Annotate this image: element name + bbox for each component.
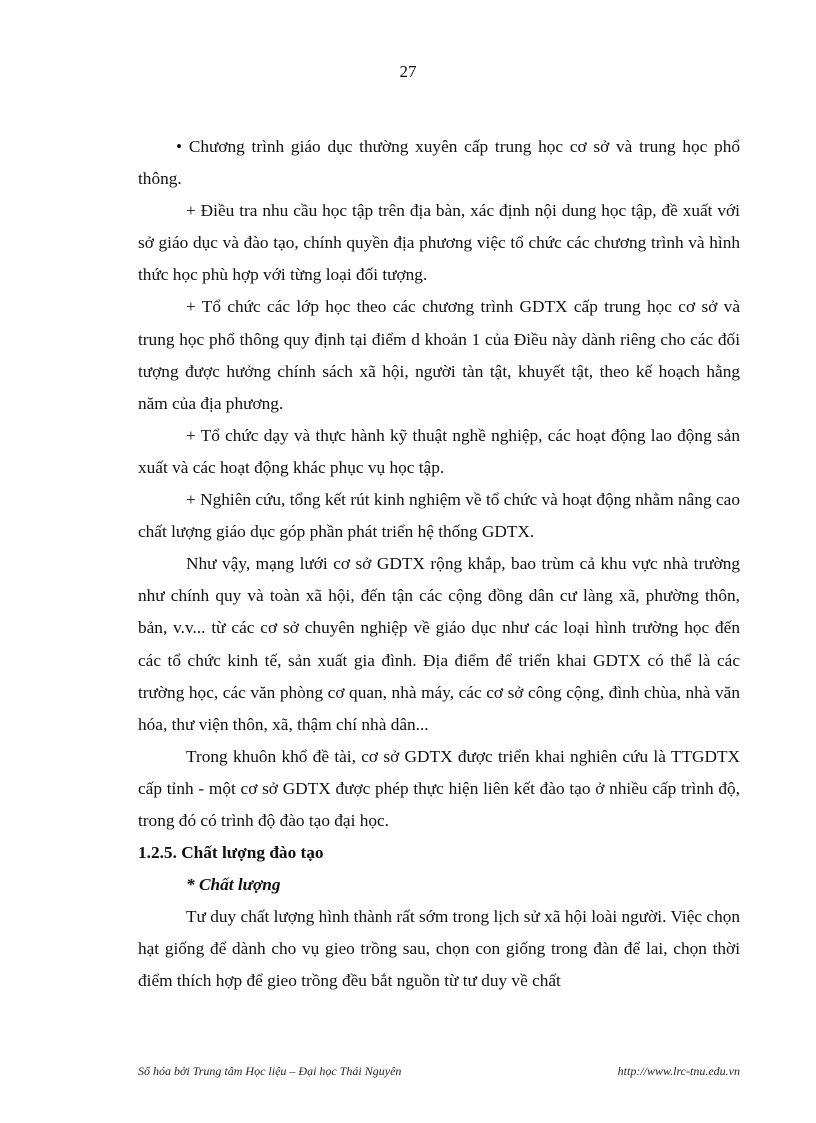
- subheading: * Chất lượng: [186, 875, 281, 895]
- paragraph: Trong khuôn khổ đề tài, cơ sở GDTX được triển khai nghiên cứu là TTGDTX cấp tỉnh - một cơ sở GDTX được phép thực hiện liên kết đào tạo ở nhiều cấp trình độ, trong đó có trình độ đào tạo đại học.: [138, 746, 740, 830]
- paragraph: + Tổ chức dạy và thực hành kỹ thuật nghề nghiệp, các hoạt động lao động sản xuất và các hoạt động khác phục vụ học tập.: [138, 425, 740, 477]
- paragraph: + Điều tra nhu cầu học tập trên địa bàn, xác định nội dung học tập, đề xuất với sở giáo dục và đào tạo, chính quyền địa phương việc tổ chức các chương trình và hình thức học phù hợp với từng loại đối tượng.: [138, 201, 740, 285]
- page-body: [138, 131, 740, 998]
- paragraph: + Nghiên cứu, tổng kết rút kinh nghiệm về tổ chức và hoạt động nhằm nâng cao chất lượng giáo dục góp phần phát triển hệ thống GDTX.: [138, 490, 740, 542]
- paragraph: Tư duy chất lượng hình thành rất sớm trong lịch sử xã hội loài người. Việc chọn hạt giống để dành cho vụ gieo trồng sau, chọn con giống trong đàn để lai, chọn thời điểm thích hợp để gieo trồng đều bắt nguồn từ tư duy về chất: [138, 907, 740, 991]
- page-number: 27: [399, 62, 417, 81]
- section-heading: 1.2.5. Chất lượng đào tạo: [138, 843, 324, 863]
- paragraph: + Tổ chức các lớp học theo các chương trình GDTX cấp trung học cơ sở và trung học phổ thông quy định tại điểm d khoản 1 của Điều này dành riêng cho các đối tượng được hưởng chính sách xã hội, người tàn tật, khuyết tật, theo kế hoạch hằng năm của địa phương.: [138, 297, 740, 413]
- footer-url: http://www.lrc-tnu.edu.vn: [617, 1064, 740, 1078]
- paragraph: Như vậy, mạng lưới cơ sở GDTX rộng khắp, bao trùm cả khu vực nhà trường như chính quy và toàn xã hội, đến tận các cộng đồng dân cư làng xã, phường thôn, bản, v.v... từ các cơ sở chuyên nghiệp về giáo dục như các loại hình trường học đến các tổ chức kinh tế, sản xuất gia đình. Địa điểm để triển khai GDTX có thể là các trường học, các văn phòng cơ quan, nhà máy, các cơ sở công cộng, đình chùa, nhà văn hóa, thư viện thôn, xã, thậm chí nhà dân...: [138, 554, 740, 734]
- footer-source: Số hóa bởi Trung tâm Học liệu – Đại học Thái Nguyên: [138, 1064, 402, 1078]
- bullet-paragraph: • Chương trình giáo dục thường xuyên cấp trung học cơ sở và trung học phổ thông.: [138, 137, 740, 189]
